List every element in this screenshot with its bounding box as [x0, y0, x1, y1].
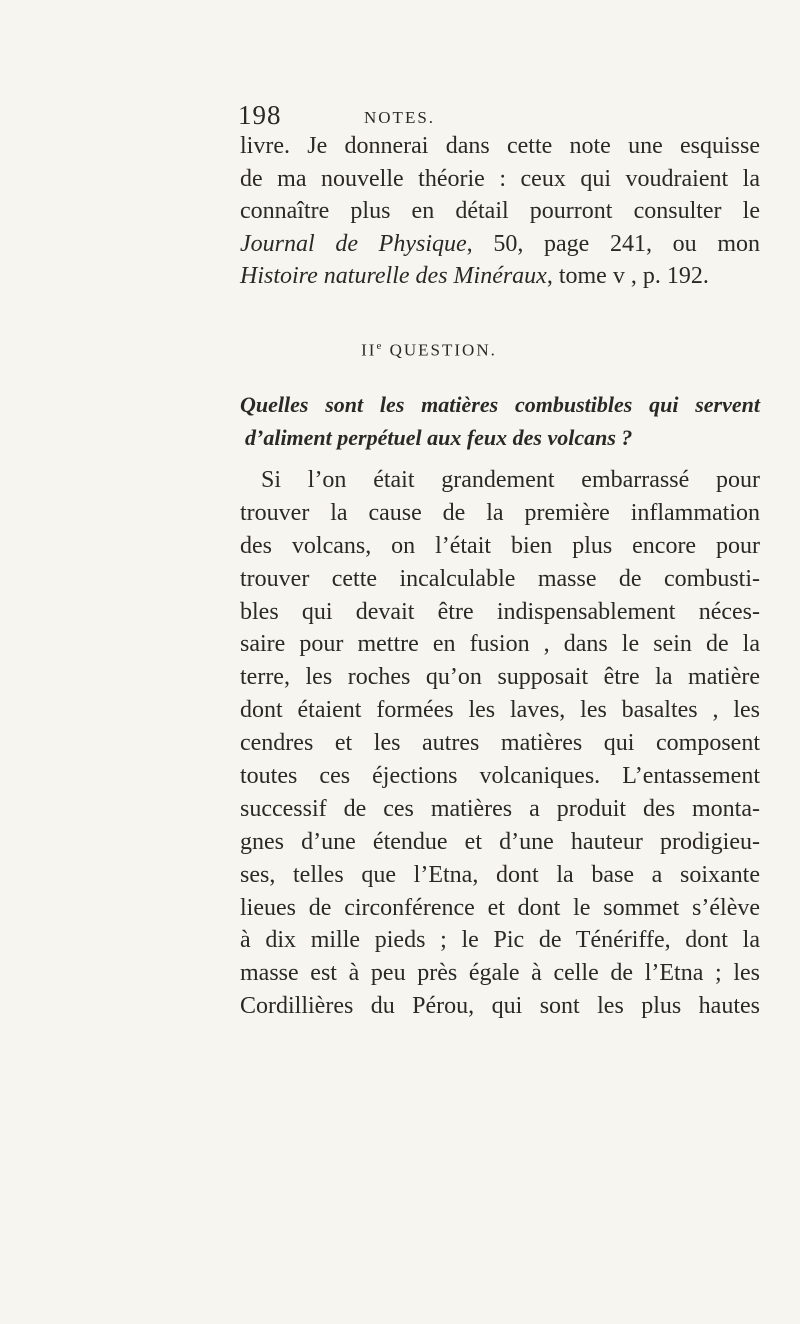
page-number: 198 — [238, 100, 282, 130]
page-header — [238, 100, 678, 134]
text-line: bles qui devait être indispensablement néces- — [240, 598, 760, 625]
text-line: à dix mille pieds ; le Pic de Ténériffe, dont la — [240, 927, 760, 954]
question-line: d’aliment perpétuel aux feux des volcans ? — [245, 425, 633, 450]
text-line: successif de ces matières a produit des monta- — [240, 795, 760, 822]
section-heading — [0, 340, 800, 361]
text-line: de ma nouvelle théorie : ceux qui voudraient la — [240, 165, 760, 192]
question-line: Quelles sont les matières combustibles qui servent — [240, 392, 760, 417]
text-fragment: , tome v , p. 192. — [546, 263, 709, 290]
text-line: cendres et les autres matières qui composent — [240, 730, 760, 757]
text-line: gnes d’une étendue et d’une hauteur prodigieu- — [240, 828, 760, 855]
text-line: ses, telles que l’Etna, dont la base a soixante — [240, 861, 760, 888]
body-paragraph — [240, 464, 760, 1023]
running-head: NOTES. — [364, 108, 436, 127]
text-fragment: , 50, page 241, ou mon — [466, 230, 760, 257]
text-line: toutes ces éjections volcaniques. L’entassement — [240, 763, 760, 790]
text-line — [240, 260, 760, 293]
section-title: QUESTION. — [389, 340, 497, 360]
text-line — [240, 228, 760, 261]
text-line: lieues de circonférence et dont le sommet s’élève — [240, 894, 760, 921]
text-line: dont étaient formées les laves, les basaltes , les — [240, 697, 760, 724]
section-number-suffix: e — [376, 340, 384, 352]
book-title: Histoire naturelle des Minéraux — [240, 263, 547, 290]
question-text — [240, 388, 760, 454]
text-line: trouver cette incalculable masse de combusti- — [240, 565, 760, 592]
text-line: livre. Je donnerai dans cette note une esquisse — [240, 133, 760, 159]
text-line: saire pour mettre en fusion , dans le sein de la — [240, 631, 760, 658]
text-line: trouver la cause de la première inflammation — [240, 499, 760, 526]
journal-title: Journal de Physique — [240, 230, 467, 257]
text-line: Si l’on était grandement embarrassé pour — [261, 467, 760, 493]
text-line: connaître plus en détail pourront consulter le — [240, 198, 760, 225]
text-line: masse est à peu près égale à celle de l’Etna ; les — [240, 960, 760, 987]
text-line: des volcans, on l’était bien plus encore pour — [240, 532, 760, 559]
section-number: II — [361, 340, 377, 360]
text-line: terre, les roches qu’on supposait être la matière — [240, 664, 760, 691]
text-line: Cordillières du Pérou, qui sont les plus hautes — [240, 993, 760, 1020]
opening-paragraph — [240, 130, 760, 293]
